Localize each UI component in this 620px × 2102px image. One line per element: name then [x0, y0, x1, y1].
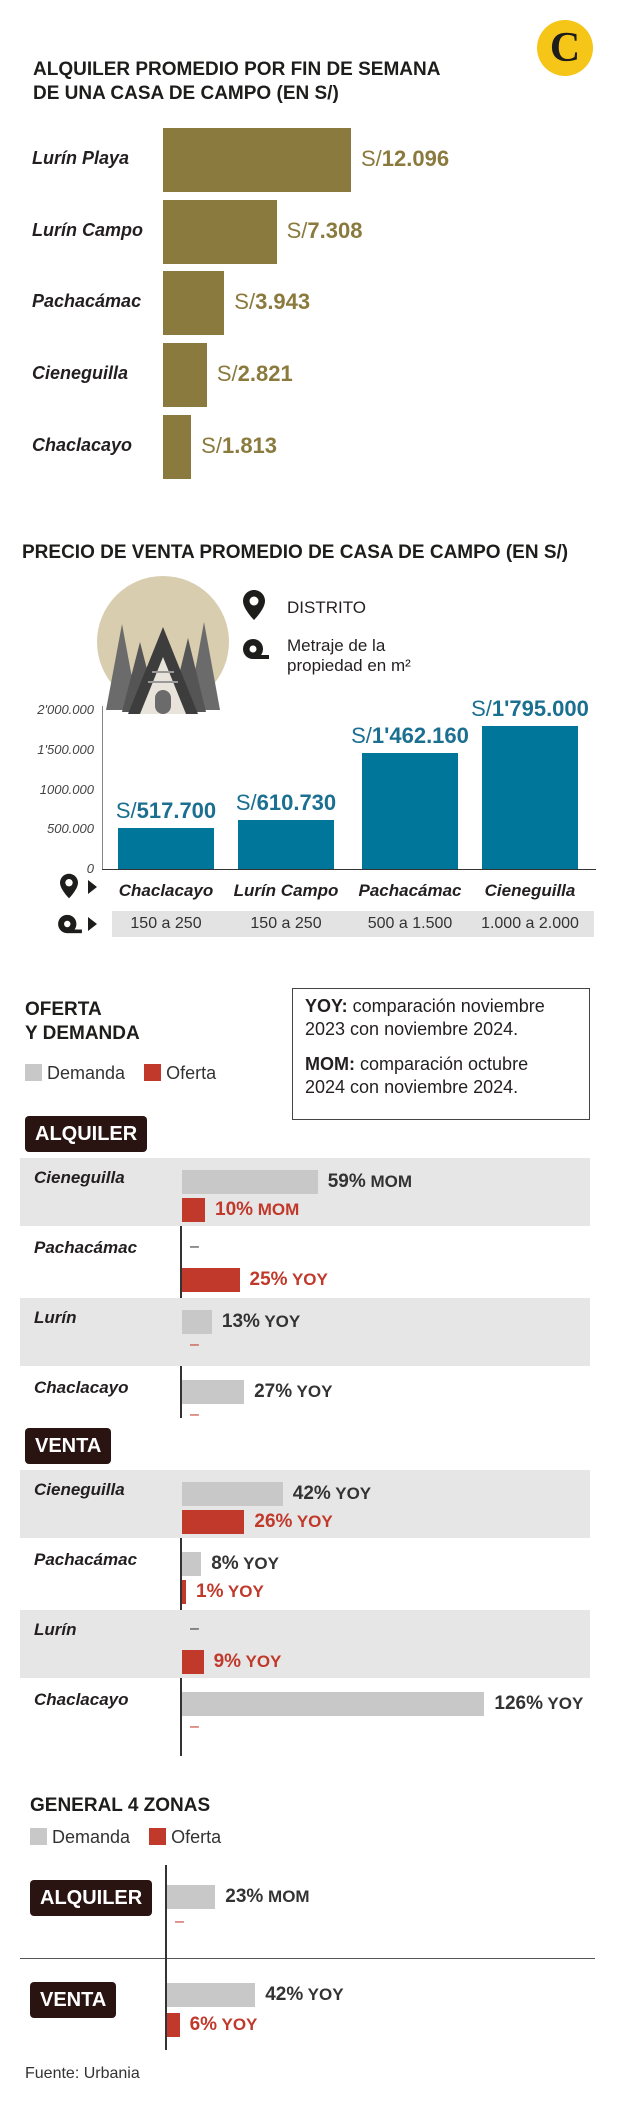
- sale-y-tick-label: 500.000: [47, 821, 94, 837]
- legend-offer-swatch: [144, 1064, 161, 1081]
- row-location-pin-icon: [60, 873, 78, 899]
- sale-value-prefix: S/: [351, 722, 372, 748]
- od-value-number: 26%: [254, 1511, 293, 1532]
- sale-bar: [118, 828, 214, 869]
- od-value-number: 23%: [225, 1886, 264, 1907]
- offer-empty-mark: –: [190, 1336, 199, 1353]
- rent-offer-demand-chart: [0, 1158, 620, 1426]
- sale-category-label: Lurín Campo: [233, 881, 339, 900]
- location-pin-icon: [243, 590, 265, 620]
- od-value-number: 1%: [196, 1581, 224, 1602]
- sale-bar: [238, 820, 334, 869]
- rent-value-prefix: S/: [234, 289, 256, 314]
- sale-value-label: [450, 696, 610, 722]
- rent-value-label: [361, 146, 449, 172]
- rent-chart-title: [33, 58, 440, 106]
- demand-bar: [182, 1170, 318, 1194]
- offer-demand-title: [25, 998, 140, 1046]
- od-value-unit: YOY: [543, 1694, 584, 1713]
- rent-value-number: 3.943: [255, 289, 311, 314]
- rent-value-number: 2.821: [237, 361, 293, 386]
- od-category-label: Chaclacayo: [34, 1378, 129, 1397]
- od-category-label: Cieneguilla: [34, 1480, 125, 1499]
- demand-bar: [167, 1885, 215, 1909]
- sale-bar-chart: [0, 690, 620, 940]
- sale-section-tag: VENTA: [25, 1428, 111, 1464]
- area-range-label: 1.000 a 2.000: [481, 915, 579, 932]
- area-range-label: 150 a 250: [250, 915, 322, 932]
- rent-value-label: [201, 433, 277, 459]
- demand-bar: [182, 1482, 283, 1506]
- general-legend-offer-label: Oferta: [171, 1827, 222, 1847]
- offer-value-label: [254, 1510, 332, 1534]
- od-value-number: 13%: [221, 1311, 260, 1332]
- offer-empty-mark: –: [175, 1913, 184, 1930]
- od-value-unit: MOM: [263, 1887, 310, 1906]
- rent-bar: [163, 271, 224, 335]
- rent-value-number: 7.308: [307, 218, 363, 243]
- mom-note-line2: 2024 con noviembre 2024.: [305, 1077, 519, 1097]
- rent-category-label: Lurín Campo: [32, 220, 143, 240]
- rent-title-line2: DE UNA CASA DE CAMPO (EN S/): [33, 83, 339, 104]
- demand-value-label: [328, 1170, 412, 1194]
- od-value-unit: YOY: [287, 1270, 328, 1289]
- sale-value-prefix: S/: [115, 797, 137, 823]
- sale-value-prefix: S/: [471, 696, 492, 722]
- sale-value-label: [330, 723, 490, 749]
- od-value-number: 9%: [213, 1651, 242, 1672]
- od-value-number: 25%: [249, 1269, 288, 1290]
- mom-note: [305, 1053, 577, 1099]
- rent-value-prefix: S/: [361, 146, 382, 171]
- sale-value-prefix: S/: [235, 790, 257, 816]
- offer-value-label: [196, 1580, 264, 1604]
- sale-y-tick-label: 1000.000: [39, 781, 94, 797]
- yoy-note-line1: comparación noviembre: [347, 996, 545, 1016]
- offer-bar: [182, 1198, 205, 1222]
- od-value-unit: YOY: [223, 1582, 264, 1601]
- rent-value-number: 12.096: [381, 146, 450, 171]
- area-range-label: 150 a 250: [130, 915, 202, 932]
- od-category-label: Pachacámac: [34, 1238, 138, 1257]
- offer-bar: [182, 1650, 204, 1674]
- general-offer-demand-chart: [0, 1855, 620, 2055]
- offer-bar: [182, 1268, 240, 1292]
- od-category-label: Lurín: [34, 1308, 77, 1327]
- rent-value-prefix: S/: [216, 361, 238, 386]
- demand-value-label: [222, 1310, 300, 1334]
- rent-section-tag: ALQUILER: [25, 1116, 147, 1152]
- od-category-label: Chaclacayo: [34, 1690, 129, 1709]
- brand-logo-letter: C: [549, 25, 581, 71]
- offer-bar: [182, 1580, 186, 1604]
- legend-area: [287, 636, 411, 676]
- mom-note-key: MOM:: [305, 1054, 355, 1074]
- demand-empty-mark: –: [190, 1620, 199, 1637]
- demand-value-label: [265, 1983, 343, 2007]
- sale-y-tick-label: 1'500.000: [37, 741, 94, 757]
- rent-bar: [163, 415, 191, 479]
- row-arrow-icon: [88, 880, 97, 894]
- area-range-label: 500 a 1.500: [367, 915, 453, 932]
- sale-bar: [362, 753, 458, 869]
- od-value-number: 6%: [189, 2014, 218, 2035]
- rent-value-prefix: S/: [286, 218, 308, 243]
- legend-demand-label: Demanda: [47, 1063, 126, 1083]
- od-value-number: 42%: [292, 1483, 331, 1504]
- yoy-note-key: YOY:: [305, 996, 348, 1016]
- offer-value-label: [215, 1198, 299, 1222]
- od-value-unit: MOM: [365, 1172, 412, 1191]
- offer-value-label: [214, 1650, 282, 1674]
- offer-demand-title-line1: OFERTA: [25, 999, 102, 1020]
- sale-value-number: 1'462.160: [371, 722, 469, 748]
- sale-offer-demand-chart: [0, 1470, 620, 1756]
- od-value-unit: YOY: [238, 1554, 279, 1573]
- od-value-number: 10%: [215, 1199, 254, 1220]
- od-value-unit: YOY: [217, 2015, 258, 2034]
- general-title: GENERAL 4 ZONAS: [30, 1795, 211, 1816]
- demand-bar: [182, 1310, 212, 1334]
- od-value-unit: MOM: [253, 1200, 300, 1219]
- general-legend: [30, 1827, 221, 1848]
- demand-value-label: [211, 1552, 279, 1576]
- sale-value-number: 517.700: [136, 797, 217, 823]
- rent-value-label: [217, 361, 293, 387]
- general-legend-offer-swatch: [149, 1828, 166, 1845]
- rent-bar-chart: [0, 125, 620, 485]
- demand-empty-mark: –: [190, 1238, 199, 1255]
- rent-category-label: Chaclacayo: [32, 435, 133, 455]
- sale-bar: [482, 726, 578, 869]
- demand-value-label: [254, 1380, 332, 1404]
- od-value-unit: YOY: [303, 1985, 344, 2004]
- yoy-note-line2: 2023 con noviembre 2024.: [305, 1019, 519, 1039]
- offer-empty-mark: –: [190, 1406, 199, 1423]
- legend-area-line1: Metraje de la: [287, 636, 386, 655]
- rent-category-label: Pachacámac: [32, 291, 142, 311]
- yoy-mom-note-box: [292, 988, 590, 1120]
- od-value-unit: YOY: [330, 1484, 372, 1503]
- offer-bar: [167, 2013, 180, 2037]
- rent-category-label: Cieneguilla: [32, 363, 129, 383]
- sale-y-tick-label: 0: [86, 861, 94, 876]
- demand-value-label: [293, 1482, 371, 1506]
- demand-bar: [167, 1983, 255, 2007]
- od-row-band: [20, 1610, 590, 1678]
- rent-value-number: 1.813: [221, 433, 278, 458]
- sale-category-label: Chaclacayo: [118, 881, 214, 900]
- tape-measure-icon: [242, 637, 270, 661]
- od-category-label: Cieneguilla: [34, 1168, 125, 1187]
- od-value-number: 27%: [254, 1381, 293, 1402]
- yoy-note: [305, 995, 577, 1041]
- legend-area-line2: propiedad en m²: [287, 656, 411, 675]
- od-value-unit: YOY: [292, 1382, 333, 1401]
- demand-value-label: [225, 1885, 309, 1909]
- od-value-number: 59%: [327, 1171, 366, 1192]
- sale-chart-title: PRECIO DE VENTA PROMEDIO DE CASA DE CAMPO (EN S/): [22, 542, 569, 563]
- demand-bar: [182, 1552, 201, 1576]
- sale-x-axis: [102, 869, 596, 870]
- rent-bar: [163, 200, 277, 264]
- od-value-unit: YOY: [259, 1312, 301, 1331]
- rent-value-label: [234, 289, 310, 315]
- sale-category-label: Cieneguilla: [484, 881, 576, 900]
- demand-bar: [182, 1692, 484, 1716]
- od-category-label: Pachacámac: [34, 1550, 138, 1569]
- sale-category-label: Pachacámac: [358, 881, 462, 900]
- general-sale-tag: VENTA: [30, 1982, 116, 2018]
- offer-demand-title-line2: Y DEMANDA: [25, 1023, 140, 1044]
- demand-value-label: [494, 1692, 583, 1716]
- rent-category-label: Lurín Playa: [32, 148, 130, 168]
- general-legend-demand-swatch: [30, 1828, 47, 1845]
- legend-demand-swatch: [25, 1064, 42, 1081]
- demand-bar: [182, 1380, 244, 1404]
- legend-offer-label: Oferta: [166, 1063, 217, 1083]
- offer-demand-legend: [25, 1063, 216, 1084]
- rent-bar: [163, 343, 207, 407]
- offer-empty-mark: –: [190, 1718, 199, 1735]
- area-range-row: [0, 911, 620, 937]
- od-row-band: [20, 1298, 590, 1366]
- general-rent-tag: ALQUILER: [30, 1880, 152, 1916]
- od-value-unit: YOY: [292, 1512, 333, 1531]
- brand-logo: [537, 20, 593, 76]
- rent-value-prefix: S/: [201, 433, 222, 458]
- legend-district: DISTRITO: [287, 598, 367, 617]
- od-category-label: Lurín: [34, 1620, 77, 1639]
- od-value-unit: YOY: [241, 1652, 282, 1671]
- rent-title-line1: ALQUILER PROMEDIO POR FIN DE SEMANA: [33, 59, 441, 80]
- rent-bar: [163, 128, 351, 192]
- offer-value-label: [190, 2013, 258, 2037]
- sale-y-tick-label: 2'000.000: [37, 702, 94, 717]
- mom-note-line1: comparación octubre: [354, 1054, 529, 1074]
- od-value-number: 126%: [494, 1693, 543, 1714]
- source-note: Fuente: Urbania: [25, 2065, 140, 2082]
- od-value-number: 8%: [211, 1553, 239, 1574]
- general-legend-demand-label: Demanda: [52, 1827, 131, 1847]
- sale-value-number: 1'795.000: [491, 696, 589, 722]
- sale-value-label: [206, 790, 366, 816]
- sale-value-number: 610.730: [256, 790, 337, 816]
- od-value-number: 42%: [265, 1984, 304, 2005]
- offer-bar: [182, 1510, 244, 1534]
- offer-value-label: [250, 1268, 328, 1292]
- rent-value-label: [287, 218, 363, 244]
- sale-y-axis: [102, 706, 103, 869]
